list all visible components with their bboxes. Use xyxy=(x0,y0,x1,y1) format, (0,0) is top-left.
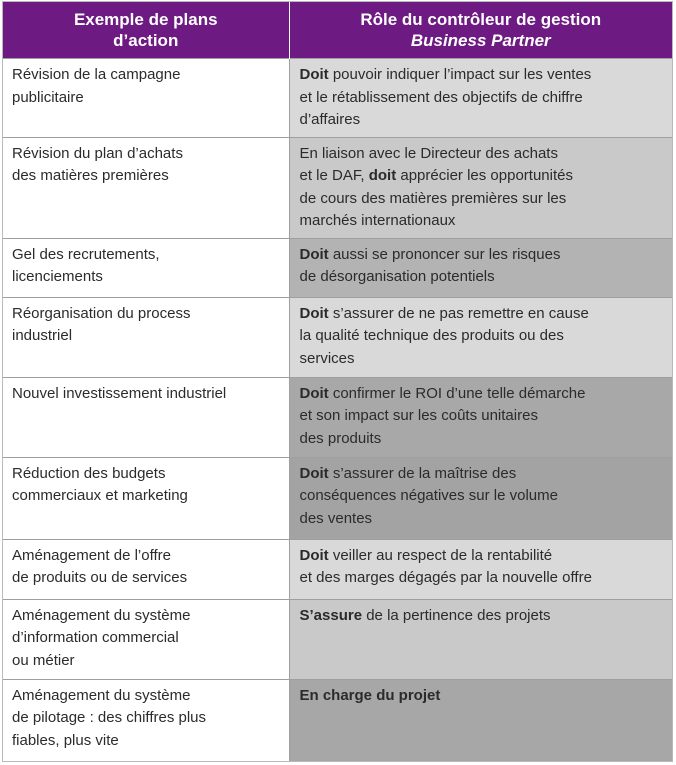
action-text: de produits ou de services xyxy=(12,569,188,586)
action-cell xyxy=(3,377,289,457)
role-line: Doit veiller au respect de la rentabilité xyxy=(299,546,553,564)
role-line: et le rétablissement des objectifs de chiffre xyxy=(299,88,583,106)
action-cell xyxy=(3,297,289,377)
action-text: des matières premières xyxy=(12,167,169,184)
action-plans-table xyxy=(2,1,673,762)
action-text: Gel des recrutements, xyxy=(12,245,160,263)
action-cell xyxy=(3,137,289,238)
action-text: Nouvel investissement industriel xyxy=(12,384,227,402)
table-row xyxy=(3,137,672,238)
role-line: Doit pouvoir indiquer l’impact sur les ventes xyxy=(299,66,592,83)
action-text: licenciements xyxy=(12,268,103,285)
action-text: Aménagement du système xyxy=(12,686,191,704)
role-line: S’assure de la pertinence des projets xyxy=(299,606,551,624)
header-action-plans xyxy=(3,2,289,59)
table-row xyxy=(3,238,672,297)
table xyxy=(3,2,672,761)
table-row xyxy=(3,457,672,539)
table-row xyxy=(3,599,672,679)
action-text: Aménagement de l’offre xyxy=(12,546,171,564)
role-line: En charge du projet xyxy=(299,686,441,704)
table-row xyxy=(3,539,672,599)
role-line: des ventes xyxy=(299,509,373,527)
header-col1-line1: Exemple de plans xyxy=(73,10,218,29)
role-cell xyxy=(289,377,672,457)
role-cell xyxy=(289,679,672,761)
table-row xyxy=(3,59,672,138)
role-line: la qualité technique des produits ou des xyxy=(299,327,564,344)
role-line: conséquences négatives sur le volume xyxy=(299,487,558,504)
table-row xyxy=(3,297,672,377)
action-cell xyxy=(3,679,289,761)
role-line: Doit confirmer le ROI d’une telle démarche xyxy=(299,384,586,402)
action-text: commerciaux et marketing xyxy=(12,487,188,504)
role-line: des produits xyxy=(299,429,382,447)
role-line: de cours des matières premières sur les xyxy=(299,189,567,207)
role-cell xyxy=(289,238,672,297)
header-col1-line2: d’action xyxy=(113,31,179,50)
action-cell xyxy=(3,539,289,599)
table-row xyxy=(3,377,672,457)
role-line: et le DAF, doit apprécier les opportunités xyxy=(299,167,573,184)
role-cell xyxy=(289,539,672,599)
action-text: ou métier xyxy=(12,651,75,669)
role-line: et son impact sur les coûts unitaires xyxy=(299,407,538,424)
action-text: publicitaire xyxy=(12,88,84,106)
header-row xyxy=(3,2,672,59)
role-line: services xyxy=(299,349,355,367)
action-text: industriel xyxy=(12,327,73,344)
header-col2-line2: Business Partner xyxy=(410,31,551,50)
action-text: de pilotage : des chiffres plus xyxy=(12,709,207,726)
role-cell xyxy=(289,457,672,539)
header-col2-line1: Rôle du contrôleur de gestion xyxy=(360,10,602,29)
role-line: En liaison avec le Directeur des achats xyxy=(299,144,558,162)
role-cell xyxy=(289,59,672,138)
table-row xyxy=(3,679,672,761)
action-cell xyxy=(3,599,289,679)
role-line: d’affaires xyxy=(299,111,361,128)
action-text: Réorganisation du process xyxy=(12,304,191,322)
role-cell xyxy=(289,137,672,238)
action-cell xyxy=(3,457,289,539)
role-line: de désorganisation potentiels xyxy=(299,268,495,285)
role-line: Doit s’assurer de ne pas remettre en cause xyxy=(299,304,589,322)
role-line: Doit s’assurer de la maîtrise des xyxy=(299,464,517,482)
action-cell xyxy=(3,59,289,138)
action-text: Aménagement du système xyxy=(12,606,191,624)
role-line: Doit aussi se prononcer sur les risques xyxy=(299,245,561,263)
header-controller-role xyxy=(289,2,672,59)
action-text: d’information commercial xyxy=(12,629,179,646)
action-cell xyxy=(3,238,289,297)
action-text: Réduction des budgets xyxy=(12,464,166,482)
role-line: marchés internationaux xyxy=(299,212,456,229)
action-text: Révision de la campagne xyxy=(12,66,181,83)
role-cell xyxy=(289,599,672,679)
action-text: fiables, plus vite xyxy=(12,731,119,749)
role-cell xyxy=(289,297,672,377)
role-line: et des marges dégagés par la nouvelle offre xyxy=(299,569,592,586)
action-text: Révision du plan d’achats xyxy=(12,144,183,162)
